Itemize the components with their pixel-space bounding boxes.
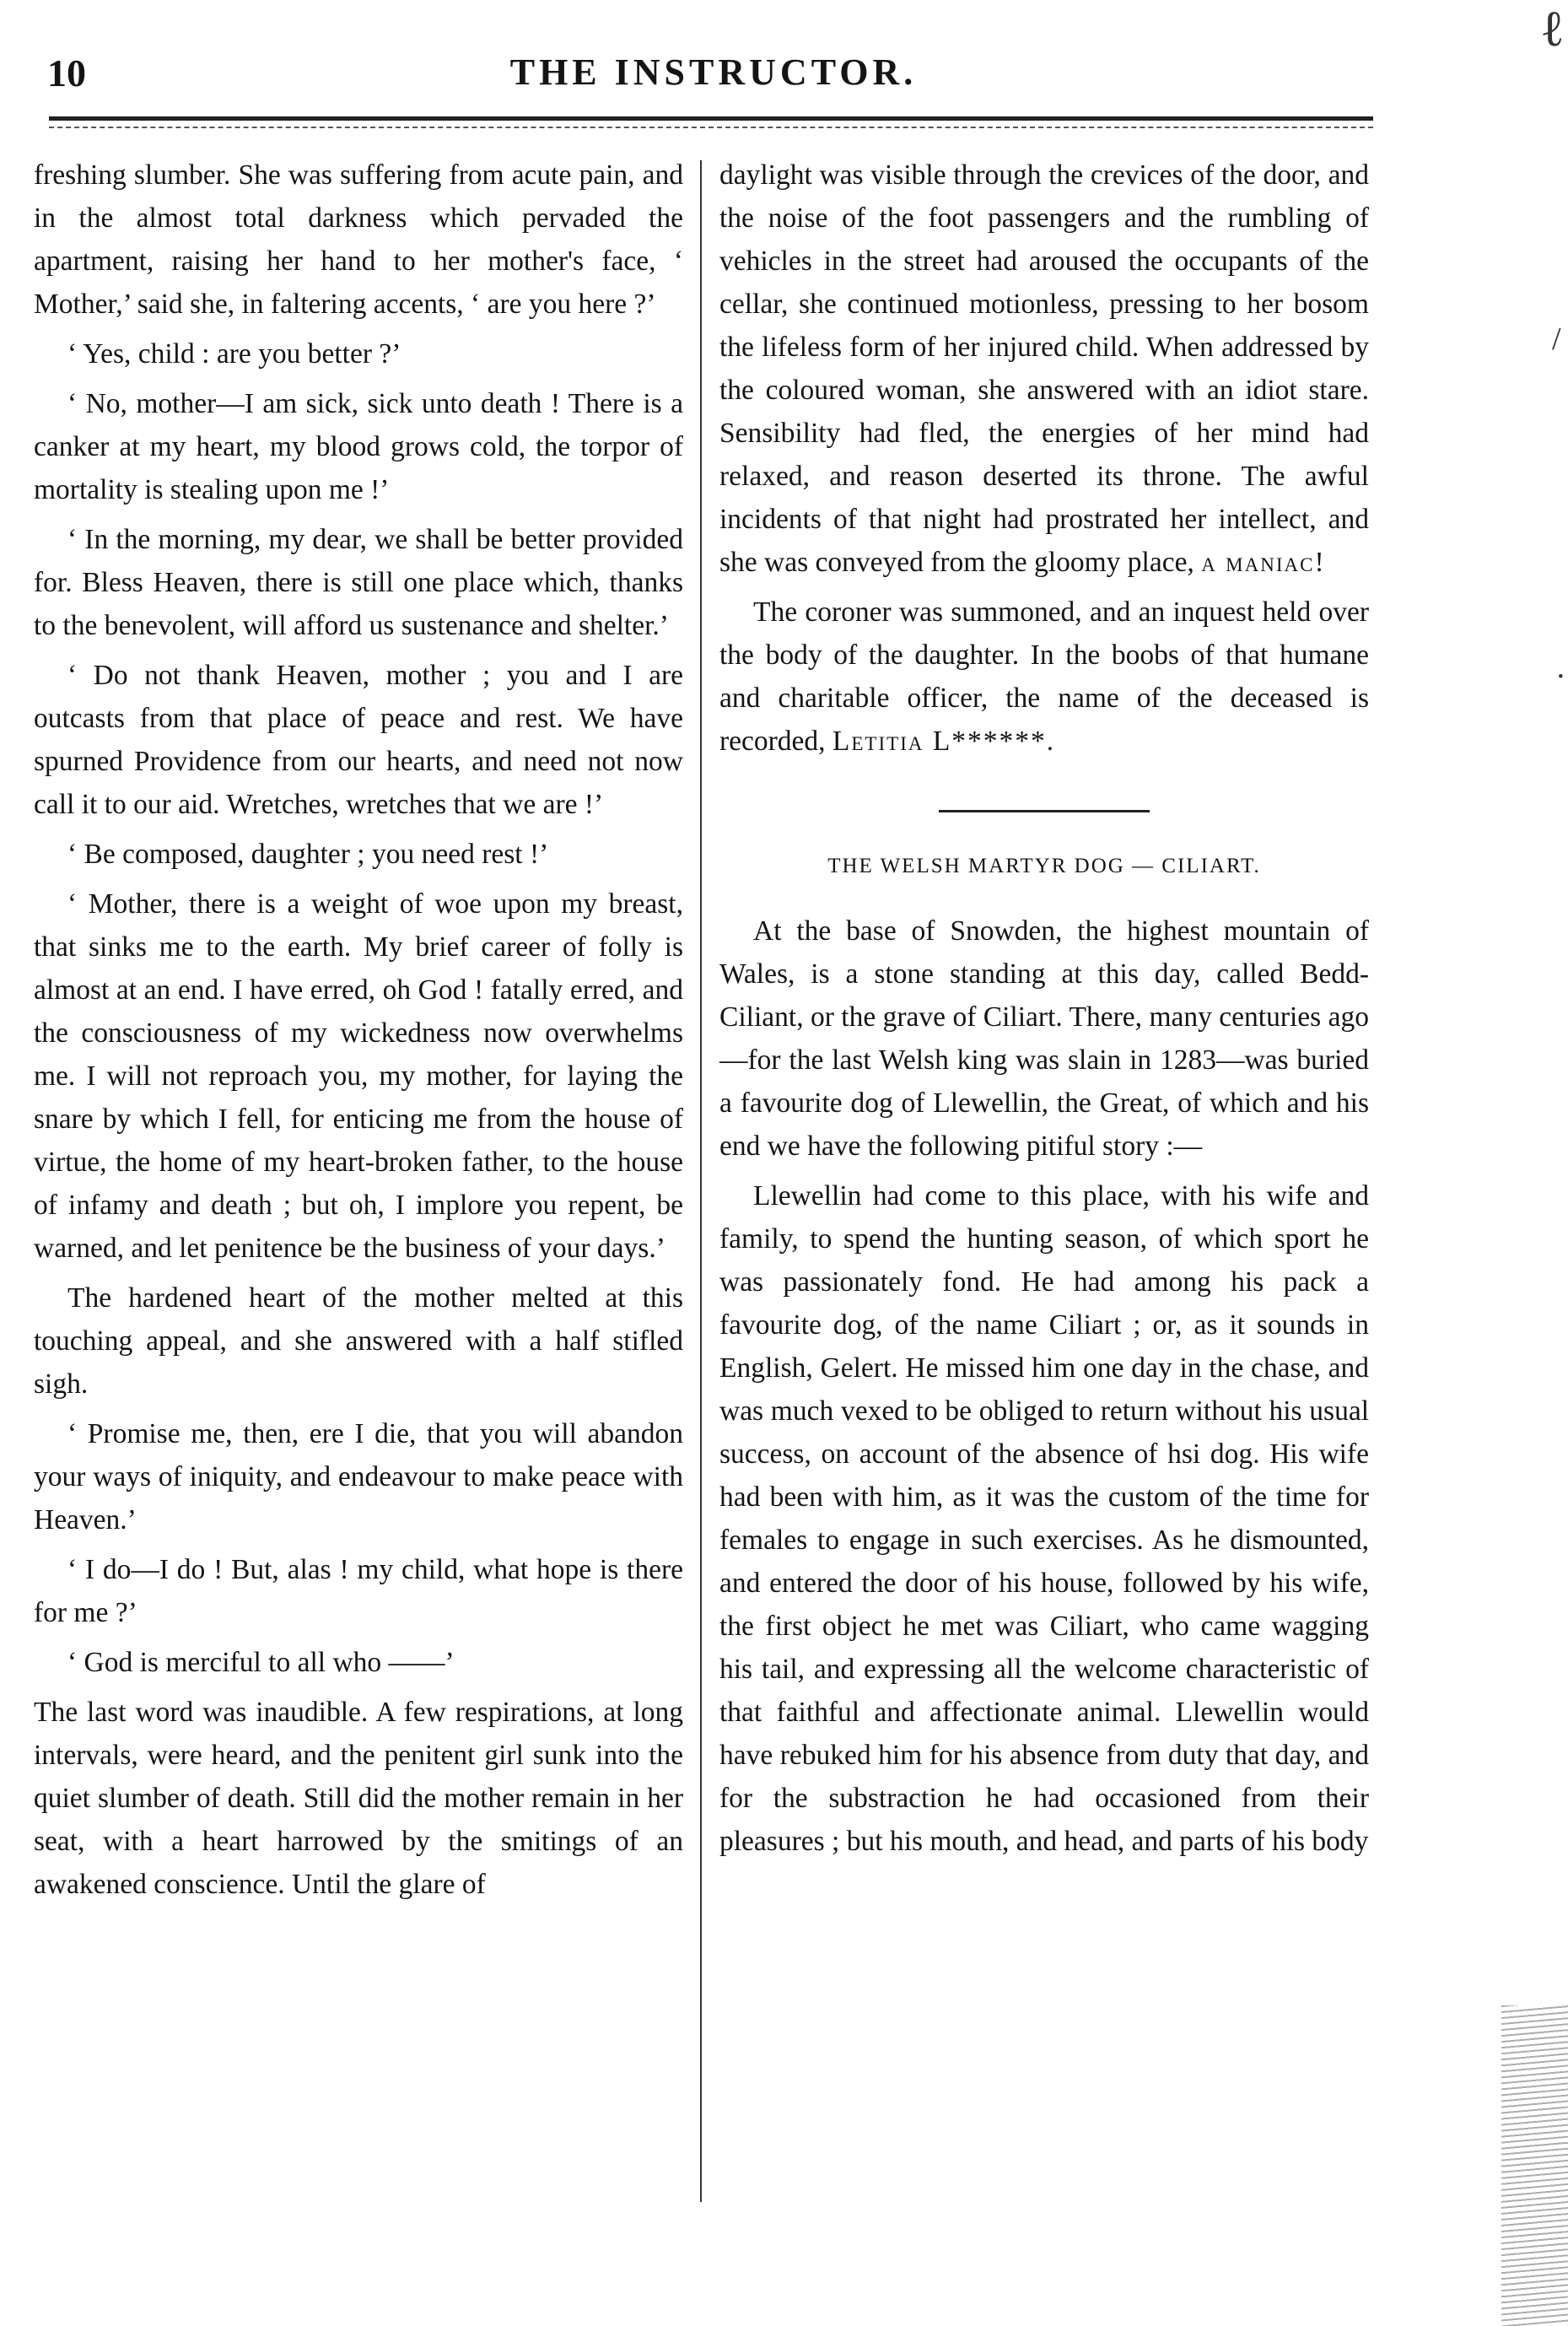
paragraph: Llewellin had come to this place, with his wife and family, to spend the hunting season, of which sport he was passionately fond. He had among his pack a favourite dog, of the name Ciliart ; or, as it sounds in English, Gelert. He missed him one day in the chase, and was much vexed to be obliged to return without his usual success, on account of the absence of hsi dog. His wife had been with him, as it was the custom of the time for females to engage in such exercises. As he dismounted, and entered the door of his house, followed by his wife, the first object he met was Ciliart, who came wagging his tail, and expressing all the welcome characteristic of that faithful and affectionate animal. Llewellin would have rebuked him for his absence from duty that day, and for the substraction he had occasioned from their pleasures ; but his mouth, and head, and parts of his body <box>719 1180 1369 1857</box>
left-column <box>34 154 683 1913</box>
page-edge <box>1484 0 1568 2326</box>
coroner-text: The coroner was summoned, and an inquest held over the body of the daughter. In the boobs of that humane and charitable officer, the name of the deceased is recorded, <box>719 596 1369 757</box>
right-column <box>719 154 1369 1870</box>
header-rule-dashed <box>49 127 1373 128</box>
paragraph: ‘ God is merciful to all who ——’ <box>67 1647 455 1678</box>
paragraph: ‘ Mother, there is a weight of woe upon my breast, that sinks me to the earth. My brief career of folly is almost at an end. I have erred, oh God ! fatally erred, and the consciousness of my wickedness now overwhelms me. I will not reproach you, my mother, for laying the snare by which I fell, for enticing me from the house of virtue, the home of my heart-broken father, to the house of infamy and death ; but oh, I implore you repent, be warned, and let penitence be the business of your days.’ <box>34 888 683 1264</box>
paragraph <box>719 154 1369 584</box>
paragraph: The hardened heart of the mother melted at this touching appeal, and she answered with a half stifled sigh. <box>34 1282 683 1400</box>
paragraph <box>719 591 1369 763</box>
section-title: THE WELSH MARTYR DOG — CILIART. <box>827 855 1261 877</box>
maniac-text: a maniac! <box>1201 547 1326 578</box>
running-title: THE INSTRUCTOR. <box>509 51 918 93</box>
header-rule <box>49 116 1373 121</box>
edge-mark-icon: ℓ <box>1540 1 1565 57</box>
paragraph: ‘ Promise me, then, ere I die, that you will abandon your ways of iniquity, and endeavour to make peace with Heaven.’ <box>34 1418 683 1535</box>
section-rule <box>939 810 1150 812</box>
edge-mark-icon: · <box>1555 659 1566 694</box>
paragraph: At the base of Snowden, the highest mountain of Wales, is a stone standing at this day, called Bedd-Ciliant, or the grave of Ciliart. There, many centuries ago—for the last Welsh king was slain in 1283—was buried a favourite dog of Llewellin, the Great, of which and his end we have the following pitiful story :— <box>719 915 1369 1162</box>
paragraph: ‘ In the morning, my dear, we shall be better provided for. Bless Heaven, there is still one place which, thanks to the benevolent, will afford us sustenance and shelter.’ <box>34 524 683 641</box>
paragraph: The last word was inaudible. A few respirations, at long intervals, were heard, and the penitent girl sunk into the quiet slumber of death. Still did the mother remain in her seat, with a heart harrowed by the smitings of an awakened conscience. Until the glare of <box>34 1697 683 1900</box>
paragraph: ‘ Do not thank Heaven, mother ; you and I are outcasts from that place of peace and rest. We have spurned Providence from our hearts, and need not now call it to our aid. Wretches, wretches that we are !’ <box>34 660 683 820</box>
paragraph: ‘ Yes, child : are you better ?’ <box>67 338 401 370</box>
paragraph-text: daylight was visible through the crevices of the door, and the noise of the foot passengers and the rumbling of vehicles in the street had aroused the occupants of the cellar, she continued motionless, pressing to her bosom the lifeless form of her injured child. When addressed by the coloured woman, she answered with an idiot stare. Sensibility had fled, the energies of her mind had relaxed, and reason deserted its throne. The awful incidents of that night had prostrated her intellect, and she was conveyed from the gloomy place, <box>719 159 1369 578</box>
page-header <box>47 44 1380 120</box>
edge-shadow <box>1501 2005 1568 2326</box>
page-number: 10 <box>47 51 86 94</box>
paragraph: freshing slumber. She was suffering from acute pain, and in the almost total darkness which pervaded the apartment, raising her hand to her mother's face, ‘ Mother,’ said she, in faltering accents, ‘ are you here ?’ <box>34 159 683 320</box>
column-divider <box>700 160 702 2202</box>
paragraph: ‘ No, mother—I am sick, sick unto death ! There is a canker at my heart, my blood grows cold, the torpor of mortality is stealing upon me !’ <box>34 388 683 505</box>
paragraph: ‘ I do—I do ! But, alas ! my child, what hope is there for me ?’ <box>34 1554 683 1628</box>
paragraph: ‘ Be composed, daughter ; you need rest !’ <box>67 839 549 870</box>
deceased-name: Letitia L******. <box>832 726 1056 757</box>
edge-mark-icon: / <box>1552 321 1561 357</box>
